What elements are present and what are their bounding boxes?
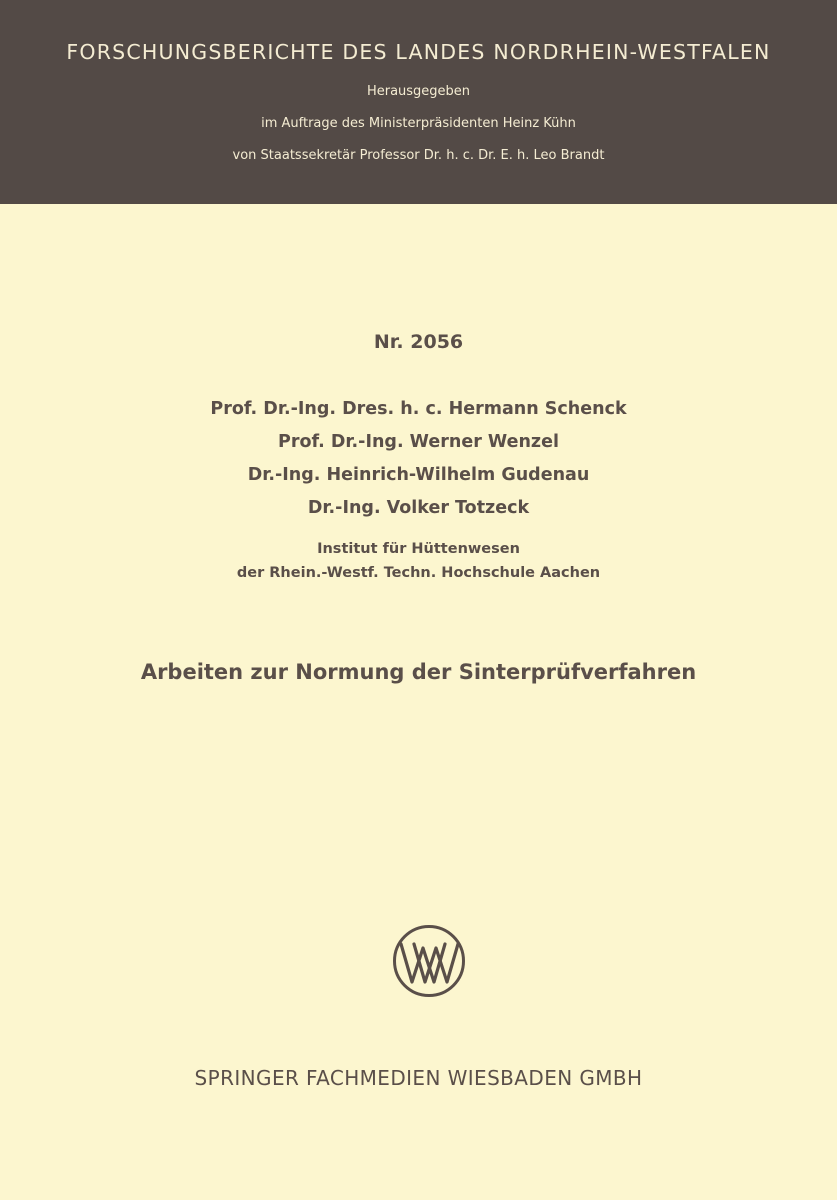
publisher-name: SPRINGER FACHMEDIEN WIESBADEN GMBH [194, 1066, 643, 1090]
publisher-logo-icon [392, 924, 466, 998]
editor-line-auftrag: im Auftrage des Ministerpräsidenten Heinz Kühn [261, 116, 576, 131]
series-header-band [0, 0, 837, 204]
author-3: Dr.-Ing. Heinrich-Wilhelm Gudenau [247, 465, 590, 485]
report-number: Nr. 2056 [373, 331, 464, 353]
series-title: FORSCHUNGSBERICHTE DES LANDES NORDRHEIN-WESTFALEN [66, 40, 771, 64]
author-2: Prof. Dr.-Ing. Werner Wenzel [278, 432, 559, 452]
institute-line-1: Institut für Hüttenwesen [317, 541, 520, 557]
editor-line-staatssekretaer: von Staatssekretär Professor Dr. h. c. Dr. E. h. Leo Brandt [232, 148, 605, 163]
author-1: Prof. Dr.-Ing. Dres. h. c. Hermann Schenck [210, 399, 627, 419]
book-title: Arbeiten zur Normung der Sinterprüfverfahren [140, 660, 697, 684]
author-4: Dr.-Ing. Volker Totzeck [307, 498, 530, 518]
institute-line-2: der Rhein.-Westf. Techn. Hochschule Aachen [236, 565, 601, 581]
editor-line-herausgegeben: Herausgegeben [366, 84, 471, 99]
